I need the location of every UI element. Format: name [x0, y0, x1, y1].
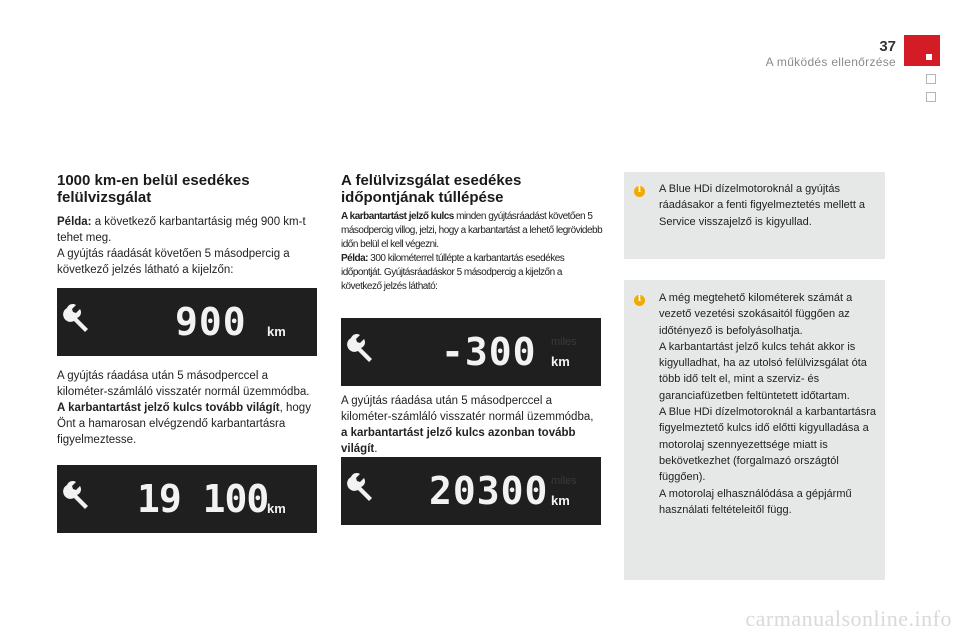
col1-para2: A gyújtás ráadása után 5 másodperccel a kilométer-számláló visszatér normál üzemmódba. A karbantartást jelző kulcs tovább világít, hogy Önt a hamarosan elvégzendő karbantartásra figyelmeztesse.: [57, 370, 311, 446]
chapter-tab-empty: [926, 74, 936, 84]
display-value: 20300: [429, 469, 549, 513]
info-icon: [634, 186, 645, 197]
info-text: A Blue HDi dízelmotoroknál a gyújtás ráadásakor a fenti figyelmeztetés mellett a Service visszajelző is kigyullad.: [659, 183, 866, 228]
info-line: A motorolaj elhasználódása a gépjármű használati feltételeitől függ.: [659, 487, 852, 516]
display-unit: km: [267, 324, 286, 339]
col1-intro: [57, 214, 319, 278]
col1-heading: 1000 km-en belül esedékes felülvizsgálat: [57, 172, 250, 206]
display-value: 900: [175, 300, 247, 344]
info-icon: [634, 295, 645, 306]
odometer-display-20300: [341, 457, 601, 525]
wrench-icon: [345, 469, 379, 503]
example-label: Példa:: [57, 216, 92, 228]
ghost-unit: miles: [551, 336, 577, 348]
odometer-display-19100: [57, 465, 317, 533]
chapter-tab-active: [904, 35, 940, 66]
info-text: [659, 290, 881, 518]
wrench-icon: [61, 477, 95, 511]
odometer-display-minus300: [341, 318, 601, 386]
section-title: A működés ellenőrzése: [765, 55, 896, 69]
tab-square-icon: [926, 54, 932, 60]
example-text: a következő karbantartásig még 900 km-t tehet meg.: [57, 216, 306, 244]
display-unit: km: [551, 493, 570, 508]
display-unit: km: [551, 354, 570, 369]
chapter-tab-empty: [926, 92, 936, 102]
wrench-icon: [345, 330, 379, 364]
info-box-bluehdi: [624, 172, 885, 259]
col1-para1: A gyújtás ráadását követően 5 másodpercig a következő jelzés látható a kijelzőn:: [57, 248, 290, 276]
wrench-icon: [61, 300, 95, 334]
display-unit: km: [267, 501, 286, 516]
info-line: A még megtehető kilométerek számát a vezető vezetési szokásaitól függően az időtényező is befolyásolhatja.: [659, 292, 853, 337]
display-value: -300: [441, 330, 537, 374]
info-box-mileage: [624, 280, 885, 580]
col2-heading: A felülvizsgálat esedékes időpontjának túllépése: [341, 172, 522, 206]
ghost-unit: miles: [551, 475, 577, 487]
page-number: 37: [879, 38, 896, 55]
watermark: carmanualsonline.info: [745, 606, 952, 631]
col1-para2-bold: A karbantartást jelző kulcs tovább világít: [57, 402, 280, 414]
col2-p1-bold: A karbantartást jelző kulcs: [341, 211, 454, 222]
display-value: 19 100: [137, 477, 269, 521]
col2-intro: A karbantartást jelző kulcs minden gyújtásráadást követően 5 másodpercig villog, jelzi, hogy a karbantartást a lehető legrövidebb időn belül el kell végezni. Példa: 300 kilométerrel túllépte a karbantartás esedékes időpontját. Gyújtásráadáskor 5 másodpercig a kijelzőn a következő jelzés látható:: [341, 211, 603, 292]
col2-example-label: Példa:: [341, 253, 369, 264]
info-line: A Blue HDi dízelmotoroknál a karbantartásra figyelmeztető kulcs idő előtti kigyulladása a motorolaj szennyezettsége miatt is bekövetkezhet (forgalmazó országtól függően).: [659, 406, 877, 484]
col2-para3: A gyújtás ráadása után 5 másodperccel a kilométer-számláló visszatér normál üzemmódba, a karbantartást jelző kulcs azonban tovább világít.: [341, 395, 594, 455]
col2-p3-bold: a karbantartást jelző kulcs azonban tovább világít: [341, 427, 576, 455]
info-line: A karbantartást jelző kulcs tehát akkor is kigyulladhat, ha az utolsó felülvizsgálat óta több idő telt el, mint a szerviz- és garanciafüzetben feltüntetett időtartam.: [659, 340, 867, 402]
odometer-display-900: [57, 288, 317, 356]
